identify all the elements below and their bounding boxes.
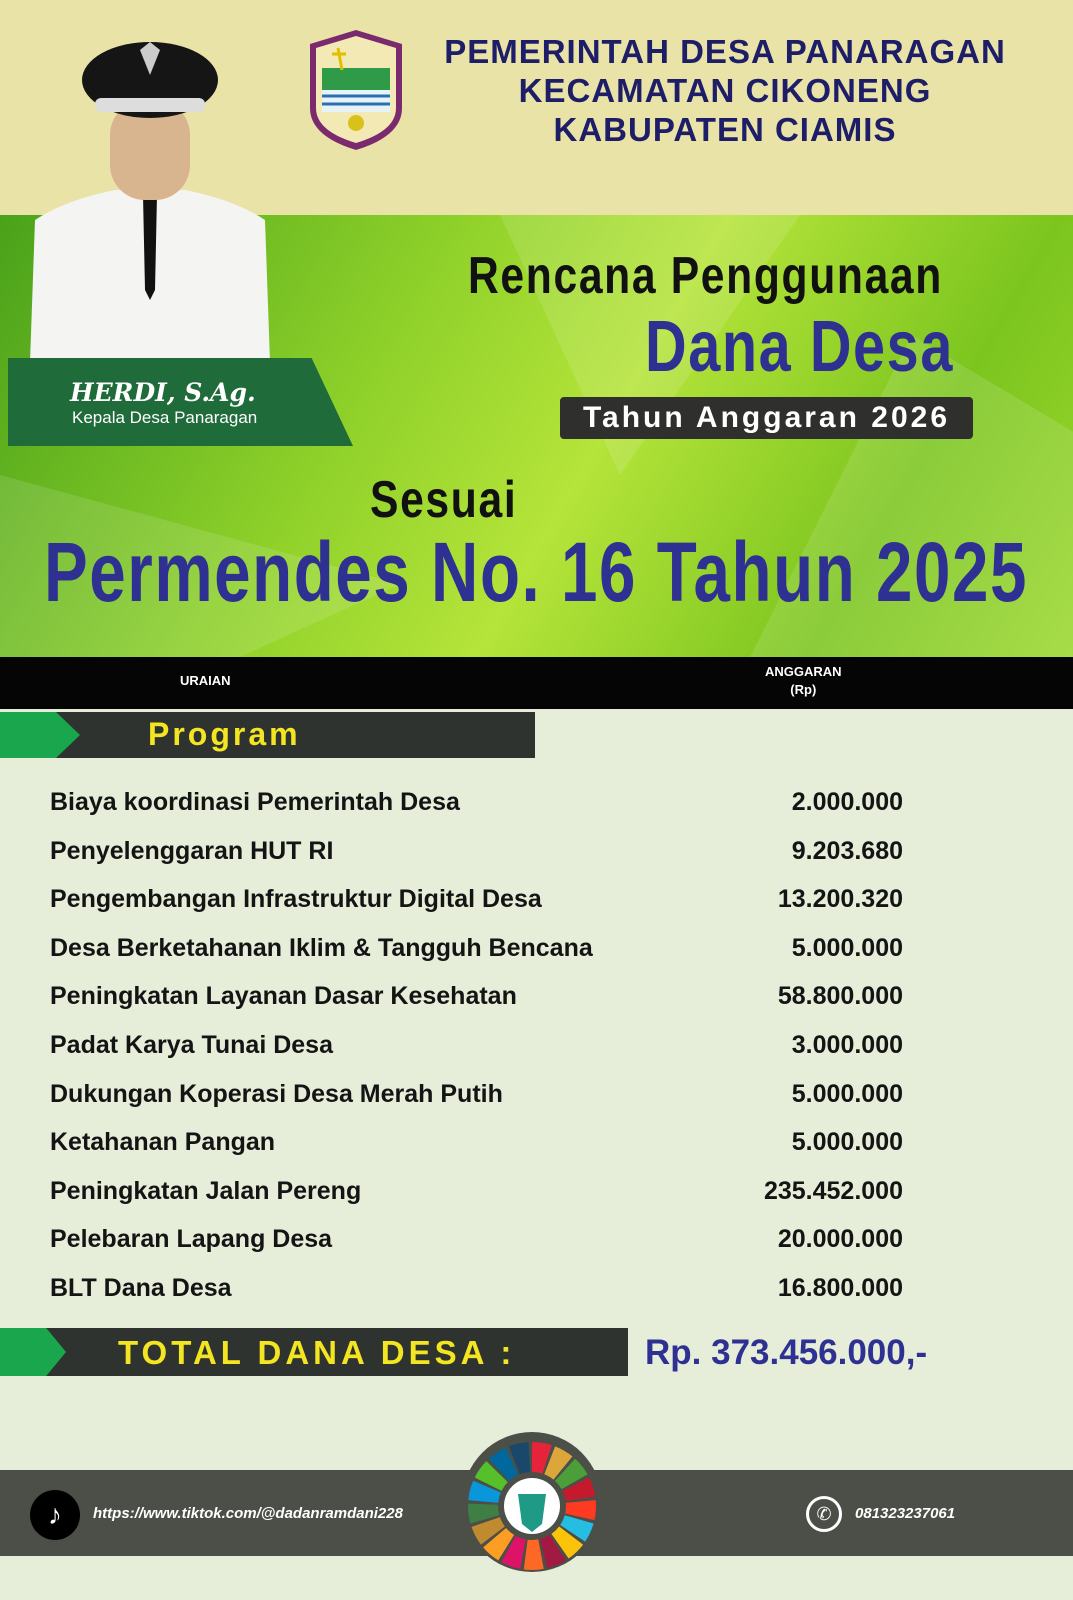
table-header: [0, 657, 1073, 709]
program-name: Pengembangan Infrastruktur Digital Desa: [50, 885, 542, 914]
table-row: [0, 934, 1073, 974]
program-amount: 58.800.000: [777, 982, 903, 1011]
program-name: Peningkatan Layanan Dasar Kesehatan: [50, 982, 517, 1011]
program-amount: 235.452.000: [763, 1176, 903, 1205]
program-amount: 5.000.000: [791, 1128, 903, 1157]
sdgs-desa-logo: [462, 1432, 602, 1572]
table-row: [0, 982, 1073, 1022]
table-row: [0, 1128, 1073, 1168]
table-row: [0, 1225, 1073, 1265]
program-name: Ketahanan Pangan: [50, 1128, 276, 1157]
table-row: [0, 1031, 1073, 1071]
official-role: Kepala Desa Panaragan: [72, 408, 258, 427]
program-name: Penyelenggaran HUT RI: [50, 836, 334, 865]
section-title: Program: [148, 716, 301, 752]
total-label: TOTAL DANA DESA :: [118, 1334, 516, 1371]
table-row: [0, 1274, 1073, 1314]
program-name: Biaya koordinasi Pemerintah Desa: [50, 788, 460, 816]
phone-number[interactable]: 081323237061: [855, 1505, 956, 1522]
arrow-icon: [0, 712, 80, 758]
header-line: KECAMATAN CIKONENG: [518, 72, 932, 109]
program-section-bar: [0, 712, 535, 758]
program-amount: 5.000.000: [791, 933, 903, 962]
total-value: Rp. 373.456.000,-: [645, 1333, 928, 1372]
program-name: Peningkatan Jalan Pereng: [50, 1176, 362, 1205]
column-uraian: URAIAN: [180, 673, 231, 688]
budget-year-badge: Tahun Anggaran 2026: [560, 397, 973, 439]
table-row: [0, 1080, 1073, 1120]
column-anggaran-unit: (Rp): [790, 682, 817, 697]
total-bar: [0, 1328, 628, 1376]
program-amount: 13.200.320: [777, 885, 903, 914]
table-row: [0, 885, 1073, 925]
table-row: [0, 788, 1073, 828]
program-name: Desa Berketahanan Iklim & Tangguh Bencana: [50, 933, 593, 962]
kabupaten-ciamis-logo: [308, 28, 404, 152]
column-anggaran-label: ANGGARAN: [765, 664, 842, 679]
official-portrait: [25, 30, 275, 362]
whatsapp-icon[interactable]: ✆: [806, 1496, 842, 1532]
header-line: PEMERINTAH DESA PANARAGAN: [444, 33, 1006, 70]
official-name: HERDI, S.Ag.: [70, 378, 256, 407]
regulation-title: Permendes No. 16 Tahun 2025: [44, 525, 1029, 619]
program-name: BLT Dana Desa: [50, 1274, 232, 1302]
program-amount: 9.203.680: [791, 836, 903, 865]
arrow-icon: [0, 1328, 66, 1376]
tiktok-link[interactable]: https://www.tiktok.com/@dadanramdani228: [93, 1505, 403, 1522]
table-row: [0, 837, 1073, 877]
program-name: Pelebaran Lapang Desa: [50, 1225, 333, 1254]
program-amount: 16.800.000: [777, 1274, 903, 1302]
government-header: [415, 32, 1035, 149]
title-line1: Rencana Penggunaan: [468, 247, 943, 305]
tiktok-icon[interactable]: ♪: [30, 1490, 80, 1540]
program-amount: 3.000.000: [791, 1031, 903, 1059]
program-amount: 5.000.000: [791, 1079, 903, 1108]
column-anggaran: [765, 663, 842, 699]
title-line2: Dana Desa: [645, 307, 954, 387]
program-name: Dukungan Koperasi Desa Merah Putih: [50, 1079, 503, 1108]
table-row: [0, 1177, 1073, 1217]
program-amount: 2.000.000: [791, 788, 903, 816]
header-line: KABUPATEN CIAMIS: [553, 111, 897, 148]
sesuai-label: Sesuai: [370, 471, 518, 529]
program-name: Padat Karya Tunai Desa: [50, 1031, 333, 1059]
program-amount: 20.000.000: [777, 1225, 903, 1254]
